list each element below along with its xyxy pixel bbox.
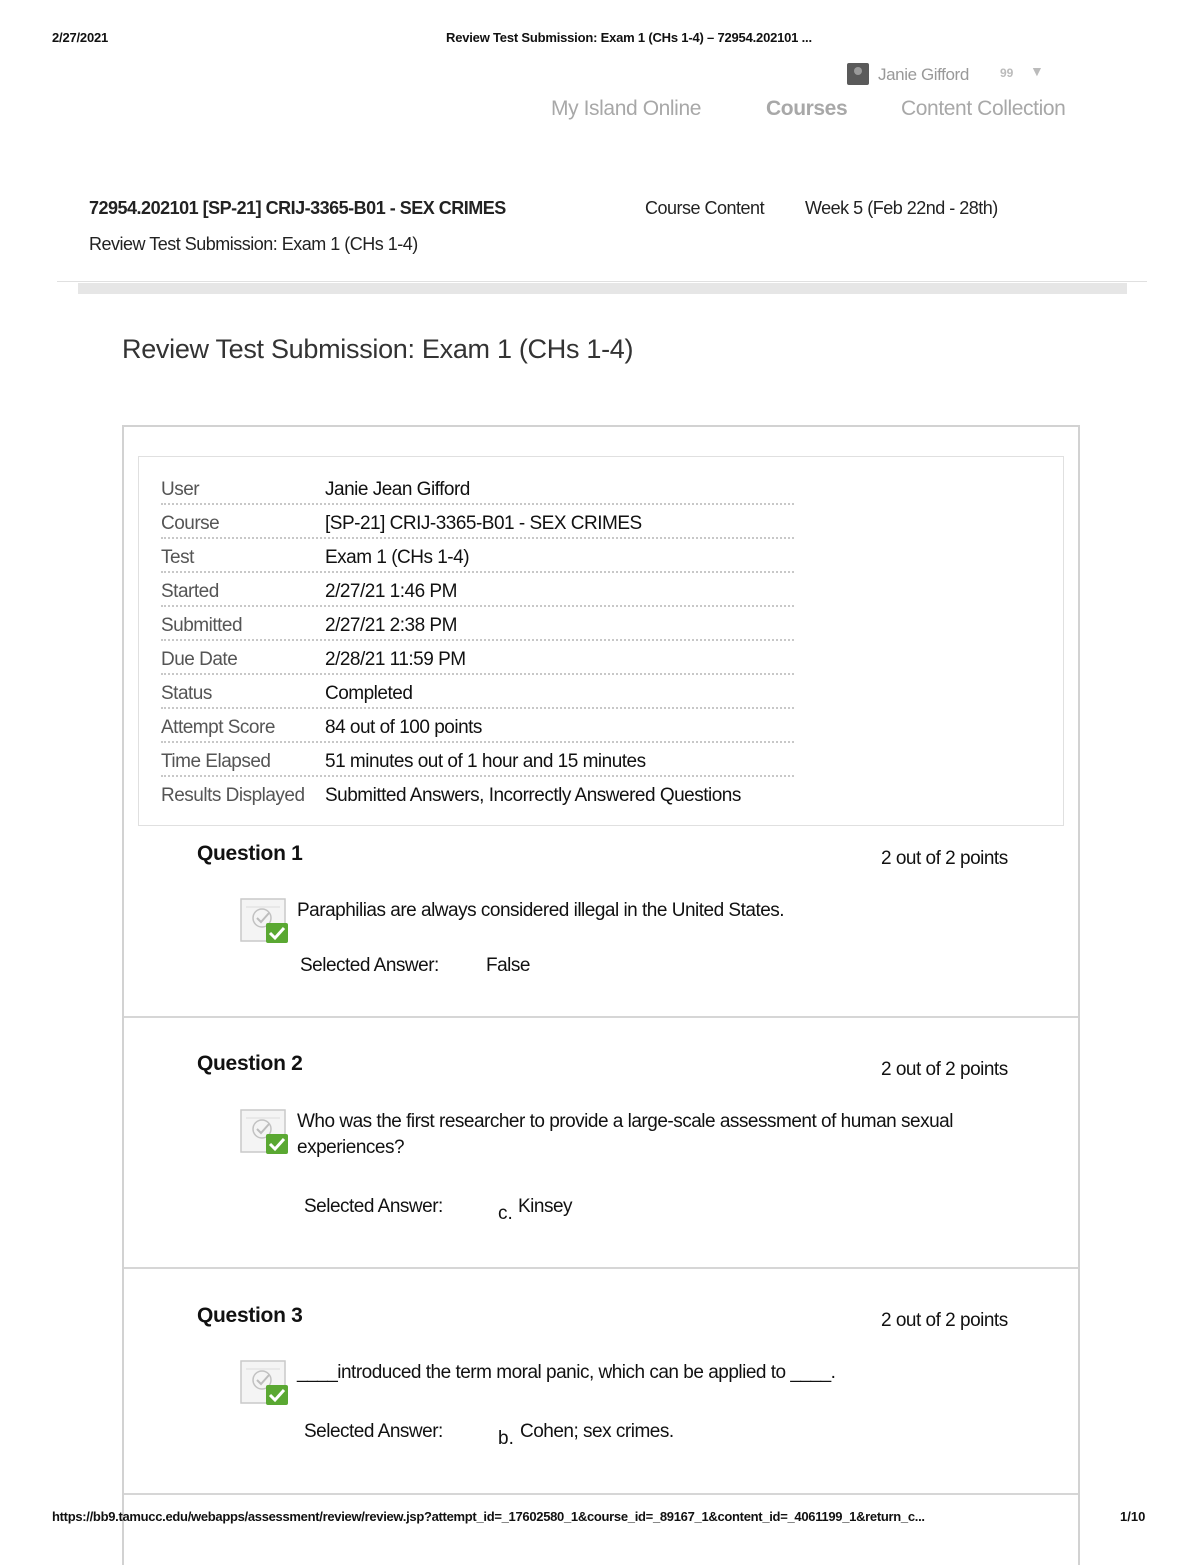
info-label: Status (161, 683, 212, 704)
info-row-time-elapsed (161, 742, 794, 776)
breadcrumb-current: Review Test Submission: Exam 1 (CHs 1-4) (89, 234, 418, 254)
nav-my-island-online[interactable]: My Island Online (551, 97, 702, 120)
info-value: Submitted Answers, Incorrectly Answered Questions (325, 785, 741, 806)
info-row-results-displayed (161, 776, 794, 810)
divider-bar (78, 283, 1127, 294)
breadcrumb-course-content[interactable]: Course Content (645, 198, 765, 218)
info-value: 2/28/21 11:59 PM (325, 649, 466, 670)
info-value: Exam 1 (CHs 1-4) (325, 547, 470, 568)
chevron-down-icon[interactable]: ▼ (1030, 63, 1044, 79)
question-text: ____introduced the term moral panic, which can be applied to ____. (297, 1362, 836, 1383)
selected-answer-label: Selected Answer: (304, 1196, 443, 1217)
info-row-submitted (161, 606, 794, 640)
info-row-status (161, 674, 794, 708)
breadcrumb-course[interactable]: 72954.202101 [SP-21] CRIJ-3365-B01 - SEX CRIMES (89, 198, 506, 218)
avatar[interactable] (847, 63, 869, 85)
info-row-course (161, 504, 794, 538)
correct-answer-icon (240, 1109, 290, 1155)
question-text: Paraphilias are always considered illegal in the United States. (297, 900, 785, 921)
selected-answer-value: Cohen; sex crimes. (520, 1421, 674, 1442)
nav-courses[interactable]: Courses (766, 97, 848, 120)
info-label: Test (161, 547, 194, 568)
question-title: Question 1 (197, 842, 303, 865)
question-title: Question 2 (197, 1052, 303, 1075)
question-points: 2 out of 2 points (881, 1310, 1008, 1331)
question-divider (124, 1493, 1078, 1495)
info-label: Results Displayed (161, 785, 305, 806)
info-row-started (161, 572, 794, 606)
answer-option-letter: b. (498, 1428, 514, 1449)
print-page-number: 1/10 (1120, 1509, 1146, 1524)
info-row-due-date (161, 640, 794, 674)
correct-answer-icon (240, 1360, 290, 1406)
selected-answer-value: Kinsey (518, 1196, 573, 1217)
divider (57, 281, 1147, 282)
user-menu-name[interactable]: Janie Gifford (878, 65, 969, 84)
print-footer-url: https://bb9.tamucc.edu/webapps/assessment/review/review.jsp?attempt_id=_17602580_1&course_id=_89167_1&content_id=_4061199_1&return_c... (52, 1509, 925, 1524)
question-divider (124, 1016, 1078, 1018)
page-title: Review Test Submission: Exam 1 (CHs 1-4) (122, 334, 634, 364)
info-label: Started (161, 581, 219, 602)
info-label: User (161, 479, 200, 500)
info-value: 2/27/21 1:46 PM (325, 581, 457, 602)
info-value: 84 out of 100 points (325, 717, 482, 738)
info-value: Janie Jean Gifford (325, 479, 470, 500)
info-label: Course (161, 513, 220, 534)
info-value: [SP-21] CRIJ-3365-B01 - SEX CRIMES (325, 513, 642, 534)
question-points: 2 out of 2 points (881, 1059, 1008, 1080)
info-value: 51 minutes out of 1 hour and 15 minutes (325, 751, 646, 772)
answer-option-letter: c. (498, 1203, 513, 1224)
info-label: Time Elapsed (161, 751, 271, 772)
question-text: Who was the first researcher to provide a large-scale assessment of human sexual experiences? (297, 1111, 953, 1158)
info-label: Due Date (161, 649, 238, 670)
notification-badge[interactable]: 99 (1000, 66, 1014, 80)
breadcrumb-week[interactable]: Week 5 (Feb 22nd - 28th) (805, 198, 998, 218)
info-label: Attempt Score (161, 717, 275, 738)
info-value: 2/27/21 2:38 PM (325, 615, 457, 636)
print-date: 2/27/2021 (52, 30, 109, 45)
correct-answer-icon (240, 898, 290, 944)
selected-answer-label: Selected Answer: (300, 955, 439, 976)
question-title: Question 3 (197, 1304, 303, 1327)
info-row-attempt-score (161, 708, 794, 742)
selected-answer-label: Selected Answer: (304, 1421, 443, 1442)
print-title: Review Test Submission: Exam 1 (CHs 1-4) – 72954.202101 ... (446, 30, 812, 45)
info-row-test (161, 538, 794, 572)
question-divider (124, 1267, 1078, 1269)
info-label: Submitted (161, 615, 243, 636)
info-row-user (161, 470, 794, 504)
nav-content-collection[interactable]: Content Collection (901, 97, 1066, 120)
selected-answer-value: False (486, 955, 530, 976)
question-points: 2 out of 2 points (881, 848, 1008, 869)
info-value: Completed (325, 683, 413, 704)
